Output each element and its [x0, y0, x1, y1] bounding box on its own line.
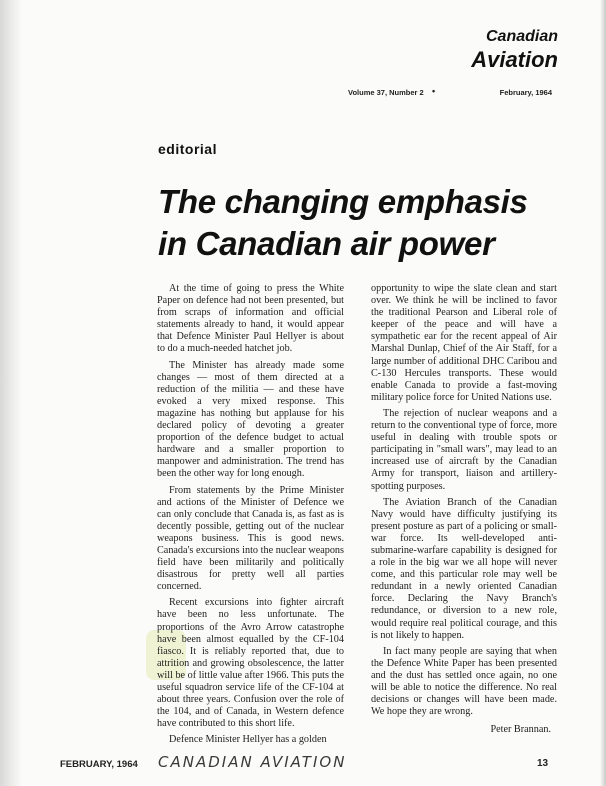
footer-date: FEBRUARY, 1964	[60, 759, 138, 770]
paragraph: At the time of going to press the White Paper on defence had not been presented, but from scraps of information and official statements already to hand, it would appear that Defence Minister Paul Hellyer is about to do a much-needed hatchet job.	[157, 283, 344, 355]
paragraph: Defence Minister Hellyer has a golden	[169, 734, 327, 746]
handwritten-annotation: CANADIAN AVIATION	[158, 753, 347, 771]
paragraph: In fact many people are saying that when the Defence White Paper has been presented and the dust has settled once again, no one will be able to notice the difference. No real decisions or changes will have been made. We hope they are wrong.	[371, 645, 557, 718]
article-headline	[158, 181, 578, 265]
paragraph: The Aviation Branch of the Canadian Navy would have difficulty justifying its present posture as part of a policing or small-war force. Its well-developed anti-submarine-warfare capability is designed for a role in the big war we all hope will never come, and this particular role may well be redundant in a newly oriented Canadian force. Declaring the Navy Branch's redundance, or diversion to a new role, would require real political courage, and this is not likely to happen.	[371, 496, 557, 641]
paragraph: From statements by the Prime Minister and actions of the Minister of Defence we can only conclude that Canada is, as fast as is decently possible, getting out of the nuclear weapons business. This is good news. Canada's excursions into the nuclear weapons field have been militarily and politically disastrous for pretty well all parties concerned.	[157, 484, 344, 593]
body-column-left	[157, 283, 344, 750]
page-number: 13	[537, 758, 549, 769]
paragraph: The Minister has already made some changes — most of them directed at a reduction of the militia — and these have evoked a very mixed response. This magazine has nothing but applause for his declared policy of devoting a greater proportion of the defence budget to actual hardware and a smaller proportion to manpower and administration. The trend has been the other way for long enough.	[157, 359, 344, 480]
paragraph: Recent excursions into fighter aircraft have been no less unfortunate. The proportions of the Avro Arrow catastrophe have been almost equalled by the CF-104 fiasco. It is reliably reported that, due to attrition and growing obsolescence, the latter will be of little value after 1966. This puts the useful squadron service life of the CF-104 at about three years. Confusion over the role of the 104, and of Canada, in Western defence have contributed to this short life.	[157, 597, 344, 730]
issue-volume: Volume 37, Number 2	[348, 88, 424, 97]
body-column-right	[371, 283, 557, 736]
issue-bullet: •	[432, 86, 436, 96]
page-edge-shadow	[600, 0, 606, 786]
headline-line2: in Canadian air power	[158, 225, 495, 262]
headline-line1: The changing emphasis	[158, 183, 528, 220]
magazine-title	[471, 27, 558, 73]
magazine-title-line2: Aviation	[471, 47, 558, 72]
section-label: editorial	[158, 141, 217, 157]
magazine-title-line1: Canadian	[485, 28, 558, 45]
paragraph: The rejection of nuclear weapons and a return to the conventional type of force, more useful in dealing with trouble spots or participating in "small wars", may lead to an increased use of aircraft by the Canadian Army for transport, liaison and artillery-spotting purposes.	[371, 407, 557, 492]
author-signature: Peter Brannan.	[490, 724, 551, 736]
page-gutter-shadow	[0, 0, 22, 786]
paragraph-continued: opportunity to wipe the slate clean and start over. We think he will be inclined to favor the traditional Pearson and Liberal role of keeper of the peace and will have a sympathetic ear for the recent appeal of Air Marshal Dunlap, Chief of the Air Staff, for a large number of additional DHC Caribou and C-130 Hercules transports. These would enable Canada to provide a fast-moving military police force for United Nations use.	[371, 283, 557, 403]
issue-date: February, 1964	[499, 88, 552, 97]
